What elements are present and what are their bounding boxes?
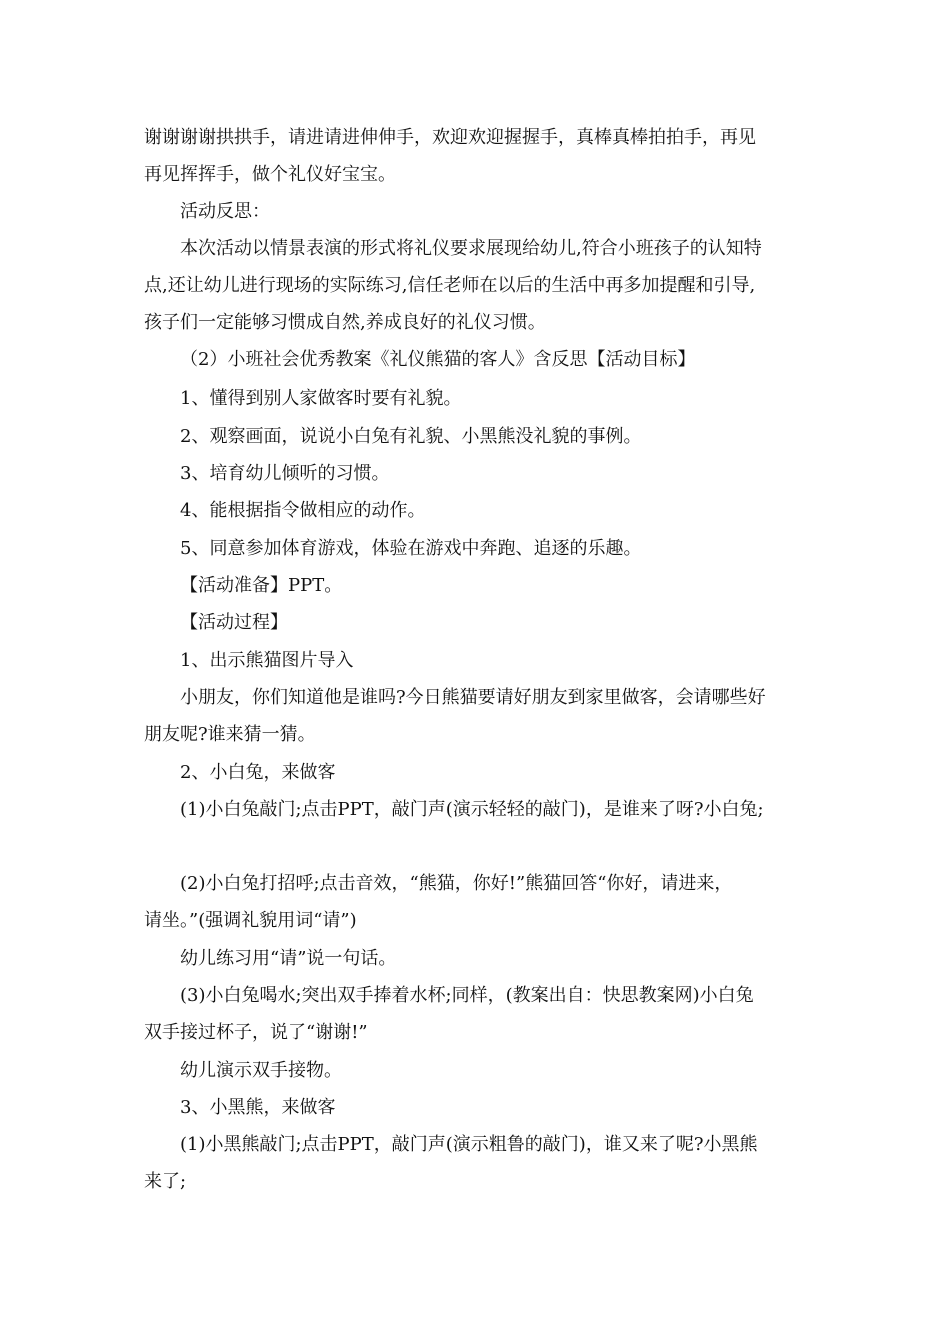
text-line: （2）小班社会优秀教案《礼仪熊猫的客人》含反思【活动目标】 [180, 349, 696, 370]
text-line: 3、小黑熊，来做客 [180, 1097, 336, 1118]
heading-activity-reflection [144, 193, 809, 230]
heading-lesson-plan-2 [144, 341, 809, 378]
paragraph-intro-question [144, 679, 809, 753]
text-line: 请坐。”(强调礼貌用词“请”) [144, 910, 357, 931]
text-line: 来了; [144, 1171, 187, 1192]
text-line: 幼儿练习用“请”说一句话。 [180, 948, 397, 969]
goal-item-1 [144, 380, 809, 417]
practice-please [144, 940, 809, 977]
substep-bear-knock [144, 1126, 809, 1200]
text-line: 幼儿演示双手接物。 [180, 1060, 342, 1081]
goal-item-5 [144, 530, 809, 567]
heading-activity-preparation [144, 567, 809, 604]
step-3-title [144, 1089, 809, 1126]
goal-item-3 [144, 455, 809, 492]
text-line: 朋友呢?谁来猜一猜。 [144, 724, 316, 745]
text-line: 点,还让幼儿进行现场的实际练习,信任老师在以后的生活中再多加提醒和引导, [144, 275, 756, 296]
practice-two-hands [144, 1052, 809, 1089]
text-line: (3)小白兔喝水;突出双手捧着水杯;同样，(教案出自：快思教案网)小白兔 [180, 985, 754, 1006]
goal-item-2 [144, 418, 809, 455]
paragraph-greeting-song [144, 119, 809, 193]
text-line: 孩子们一定能够习惯成自然,养成良好的礼仪习惯。 [144, 312, 546, 333]
paragraph-reflection [144, 230, 809, 341]
step-2-title [144, 754, 809, 791]
substep-rabbit-knock [144, 791, 809, 828]
text-line: 小朋友，你们知道他是谁吗?今日熊猫要请好朋友到家里做客，会请哪些好 [180, 687, 766, 708]
text-line: 2、小白兔，来做客 [180, 762, 336, 783]
text-line: (1)小白兔敲门;点击PPT，敲门声(演示轻轻的敲门)，是谁来了呀?小白兔; [180, 799, 764, 820]
substep-rabbit-drink [144, 977, 809, 1051]
text-line: 【活动准备】PPT。 [180, 575, 343, 596]
text-line: 5、同意参加体育游戏，体验在游戏中奔跑、追逐的乐趣。 [180, 538, 642, 559]
text-line: (1)小黑熊敲门;点击PPT，敲门声(演示粗鲁的敲门)，谁又来了呢?小黑熊 [180, 1134, 758, 1155]
text-line: 1、懂得到别人家做客时要有礼貌。 [180, 388, 462, 409]
text-line: 再见挥挥手，做个礼仪好宝宝。 [144, 164, 396, 185]
text-line: 2、观察画面，说说小白兔有礼貌、小黑熊没礼貌的事例。 [180, 426, 642, 447]
step-1-title [144, 642, 809, 679]
text-line: 3、培育幼儿倾听的习惯。 [180, 463, 390, 484]
text-line: 活动反思： [180, 201, 270, 222]
text-line: 【活动过程】 [180, 612, 288, 633]
substep-rabbit-greet [144, 865, 809, 939]
text-line: 本次活动以情景表演的形式将礼仪要求展现给幼儿,符合小班孩子的认知特 [180, 238, 762, 259]
text-line: 双手接过杯子，说了“谢谢!” [144, 1022, 368, 1043]
heading-activity-process [144, 604, 809, 641]
text-line: 4、能根据指令做相应的动作。 [180, 500, 426, 521]
text-line: 1、出示熊猫图片导入 [180, 650, 354, 671]
goal-item-4 [144, 492, 809, 529]
text-line: 谢谢谢谢拱拱手，请进请进伸伸手，欢迎欢迎握握手，真棒真棒拍拍手，再见 [144, 127, 756, 148]
text-line: (2)小白兔打招呼;点击音效，“熊猫，你好!”熊猫回答“你好，请进来， [180, 873, 733, 894]
